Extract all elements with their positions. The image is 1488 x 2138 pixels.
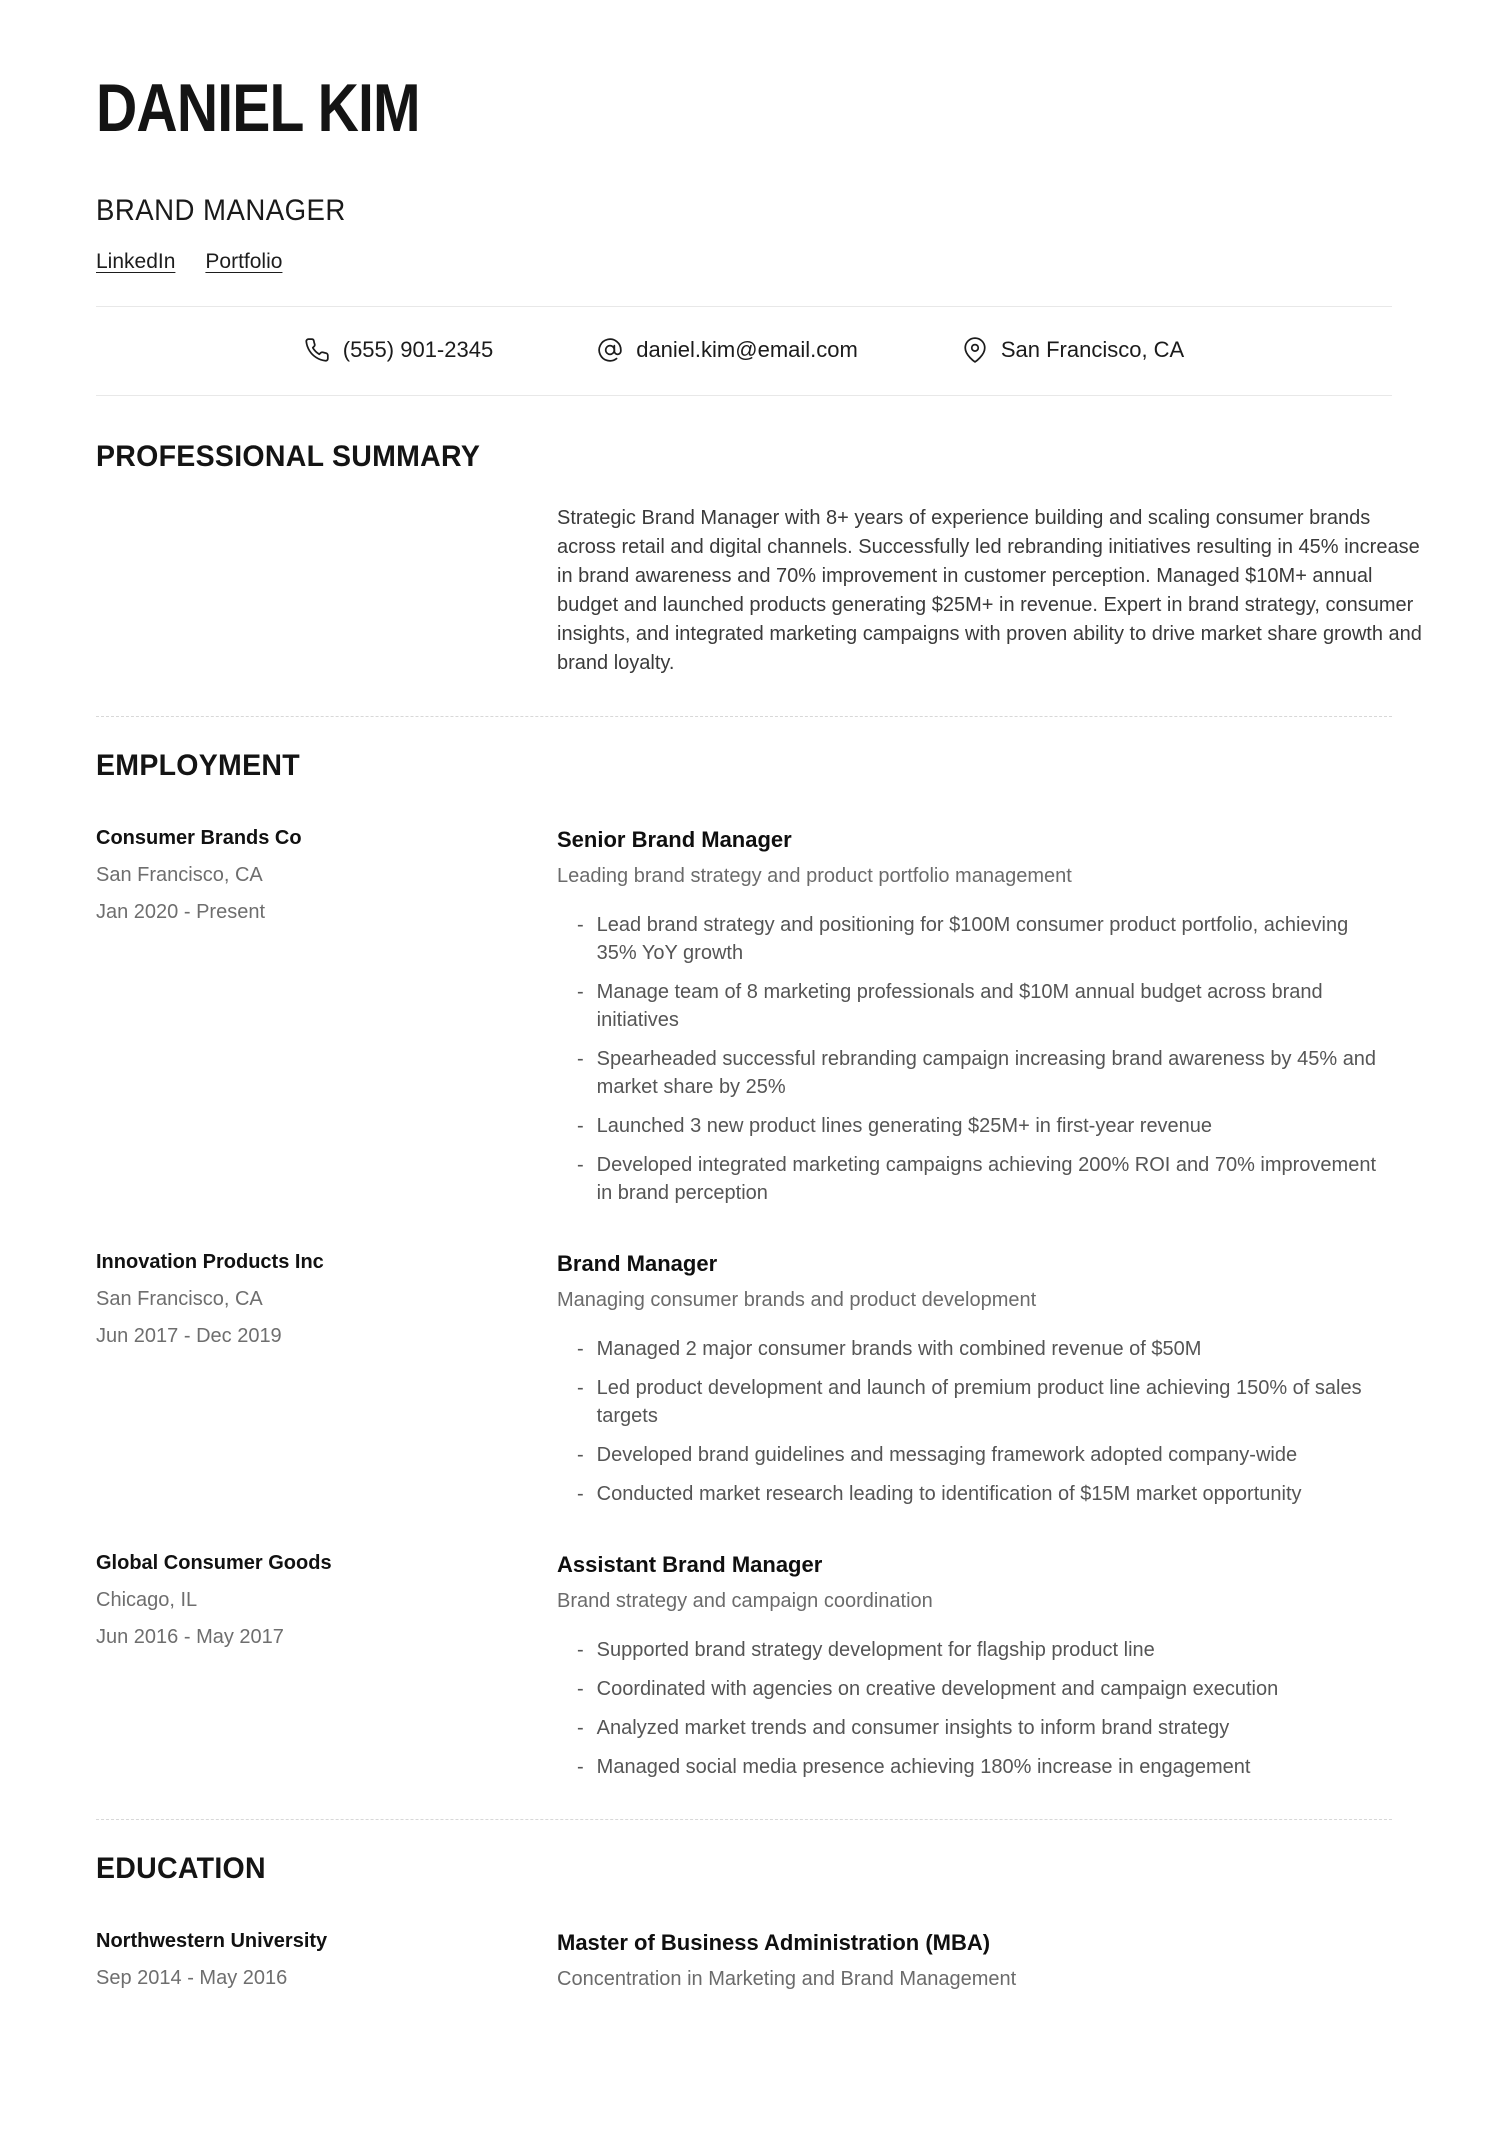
bullet-dash: - [577,1377,584,1399]
section-education [96,1852,1392,1994]
bullet-text: Coordinated with agencies on creative development and campaign execution [596,1678,1279,1700]
job-bullet [577,911,1392,967]
job-bullet [577,1480,1392,1508]
section-divider-employment-education [96,1819,1392,1820]
bullet-dash: - [577,1678,584,1700]
bullet-dash: - [577,1639,584,1661]
bullet-dash: - [577,981,584,1003]
job-bullet [577,1374,1392,1430]
job-entry-consumer-brands-co [96,827,1392,1207]
bullet-text: Conducted market research leading to identification of $15M market opportunity [596,1483,1302,1505]
job-meta [96,1552,461,1781]
job-subtitle: Leading brand strategy and product portfolio management [557,865,1072,887]
bullet-text: Launched 3 new product lines generating $25M+ in first-year revenue [596,1115,1213,1137]
degree-title: Master of Business Administration (MBA) [557,1930,991,1955]
job-location: Chicago, IL [96,1589,198,1611]
job-bullet [577,1636,1392,1664]
bullet-dash: - [577,1717,584,1739]
portfolio-link[interactable]: Portfolio [205,250,283,273]
job-bullet [577,1753,1392,1781]
bullet-text: Lead brand strategy and positioning for $100M consumer product portfolio, achieving 35% YoY growth [596,914,1349,964]
job-entry-innovation-products-inc [96,1251,1392,1508]
company-name: Consumer Brands Co [96,827,302,849]
job-location: San Francisco, CA [96,1288,263,1310]
education-meta [96,1930,461,1994]
summary-heading: PROFESSIONAL SUMMARY [96,440,481,473]
contact-email [597,337,858,363]
bullet-text: Managed 2 major consumer brands with combined revenue of $50M [596,1338,1202,1360]
job-subtitle: Managing consumer brands and product development [557,1289,1037,1311]
education-heading: EDUCATION [96,1852,266,1885]
summary-paragraph: Strategic Brand Manager with 8+ years of experience building and scaling consumer brands across retail and digital channels. Successfully led rebranding initiatives resulting in 45% increase in brand awareness and 70% improvement in customer perception. Managed $10M+ annual budget and launched products generating $25M+ in revenue. Expert in brand strategy, consumer insights, and integrated marketing campaigns with proven ability to drive market share growth and brand loyalty. [557,507,1422,674]
job-dates: Jan 2020 - Present [96,901,265,923]
resume-header [96,70,1392,274]
education-dates: Sep 2014 - May 2016 [96,1967,288,1989]
bullet-text: Developed integrated marketing campaigns achieving 200% ROI and 70% improvement in brand perception [596,1154,1376,1204]
job-meta [96,1251,461,1508]
job-bullet [577,978,1392,1034]
phone-number: (555) 901-2345 [342,337,494,362]
job-bullet-list [557,1335,1392,1508]
profile-links [96,250,1392,274]
job-meta [96,827,461,1207]
email-address: daniel.kim@email.com [636,337,858,362]
map-pin-icon [962,337,988,363]
job-dates: Jun 2016 - May 2017 [96,1626,284,1648]
bullet-text: Spearheaded successful rebranding campaign increasing brand awareness by 45% and market share by 25% [596,1048,1377,1098]
section-divider-summary-employment [96,716,1392,717]
bullet-text: Led product development and launch of premium product line achieving 150% of sales targets [596,1377,1362,1427]
education-details [557,1930,1392,1994]
job-details [557,1552,1392,1781]
candidate-name: DANIEL KIM [96,70,420,146]
at-sign-icon [597,337,623,363]
job-bullet [577,1335,1392,1363]
bullet-dash: - [577,914,584,936]
candidate-title: BRAND MANAGER [96,194,346,227]
bullet-dash: - [577,1115,584,1137]
bullet-dash: - [577,1338,584,1360]
linkedin-link[interactable]: LinkedIn [96,250,176,273]
header-divider-bottom [96,395,1392,396]
contact-row [96,307,1392,395]
job-bullet [577,1112,1392,1140]
bullet-text: Manage team of 8 marketing professionals and $10M annual budget across brand initiatives [596,981,1323,1031]
job-bullet-list [557,911,1392,1207]
job-title: Assistant Brand Manager [557,1552,823,1577]
bullet-text: Supported brand strategy development for flagship product line [596,1639,1155,1661]
phone-icon [304,337,330,363]
section-employment [96,749,1392,1781]
bullet-text: Developed brand guidelines and messaging framework adopted company-wide [596,1444,1298,1466]
bullet-dash: - [577,1048,584,1070]
bullet-dash: - [577,1444,584,1466]
job-location: San Francisco, CA [96,864,263,886]
job-bullet-list [557,1636,1392,1781]
job-bullet [577,1675,1392,1703]
job-bullet [577,1151,1392,1207]
job-title: Senior Brand Manager [557,827,792,852]
job-details [557,827,1392,1207]
bullet-text: Analyzed market trends and consumer insights to inform brand strategy [596,1717,1230,1739]
degree-detail: Concentration in Marketing and Brand Management [557,1968,1017,1990]
section-professional-summary [96,440,1422,678]
company-name: Innovation Products Inc [96,1251,324,1273]
school-name: Northwestern University [96,1930,328,1952]
job-title: Brand Manager [557,1251,718,1276]
job-subtitle: Brand strategy and campaign coordination [557,1590,933,1612]
bullet-dash: - [577,1154,584,1176]
job-details [557,1251,1392,1508]
job-dates: Jun 2017 - Dec 2019 [96,1325,282,1347]
employment-heading: EMPLOYMENT [96,749,300,782]
bullet-dash: - [577,1756,584,1778]
bullet-text: Managed social media presence achieving 180% increase in engagement [596,1756,1251,1778]
job-bullet [577,1441,1392,1469]
location-text: San Francisco, CA [1000,337,1185,362]
job-bullet [577,1714,1392,1742]
company-name: Global Consumer Goods [96,1552,332,1574]
contact-location [962,337,1184,363]
bullet-dash: - [577,1483,584,1505]
job-entry-global-consumer-goods [96,1552,1392,1781]
job-bullet [577,1045,1392,1101]
contact-phone [304,337,493,363]
education-entry [96,1930,1392,1994]
